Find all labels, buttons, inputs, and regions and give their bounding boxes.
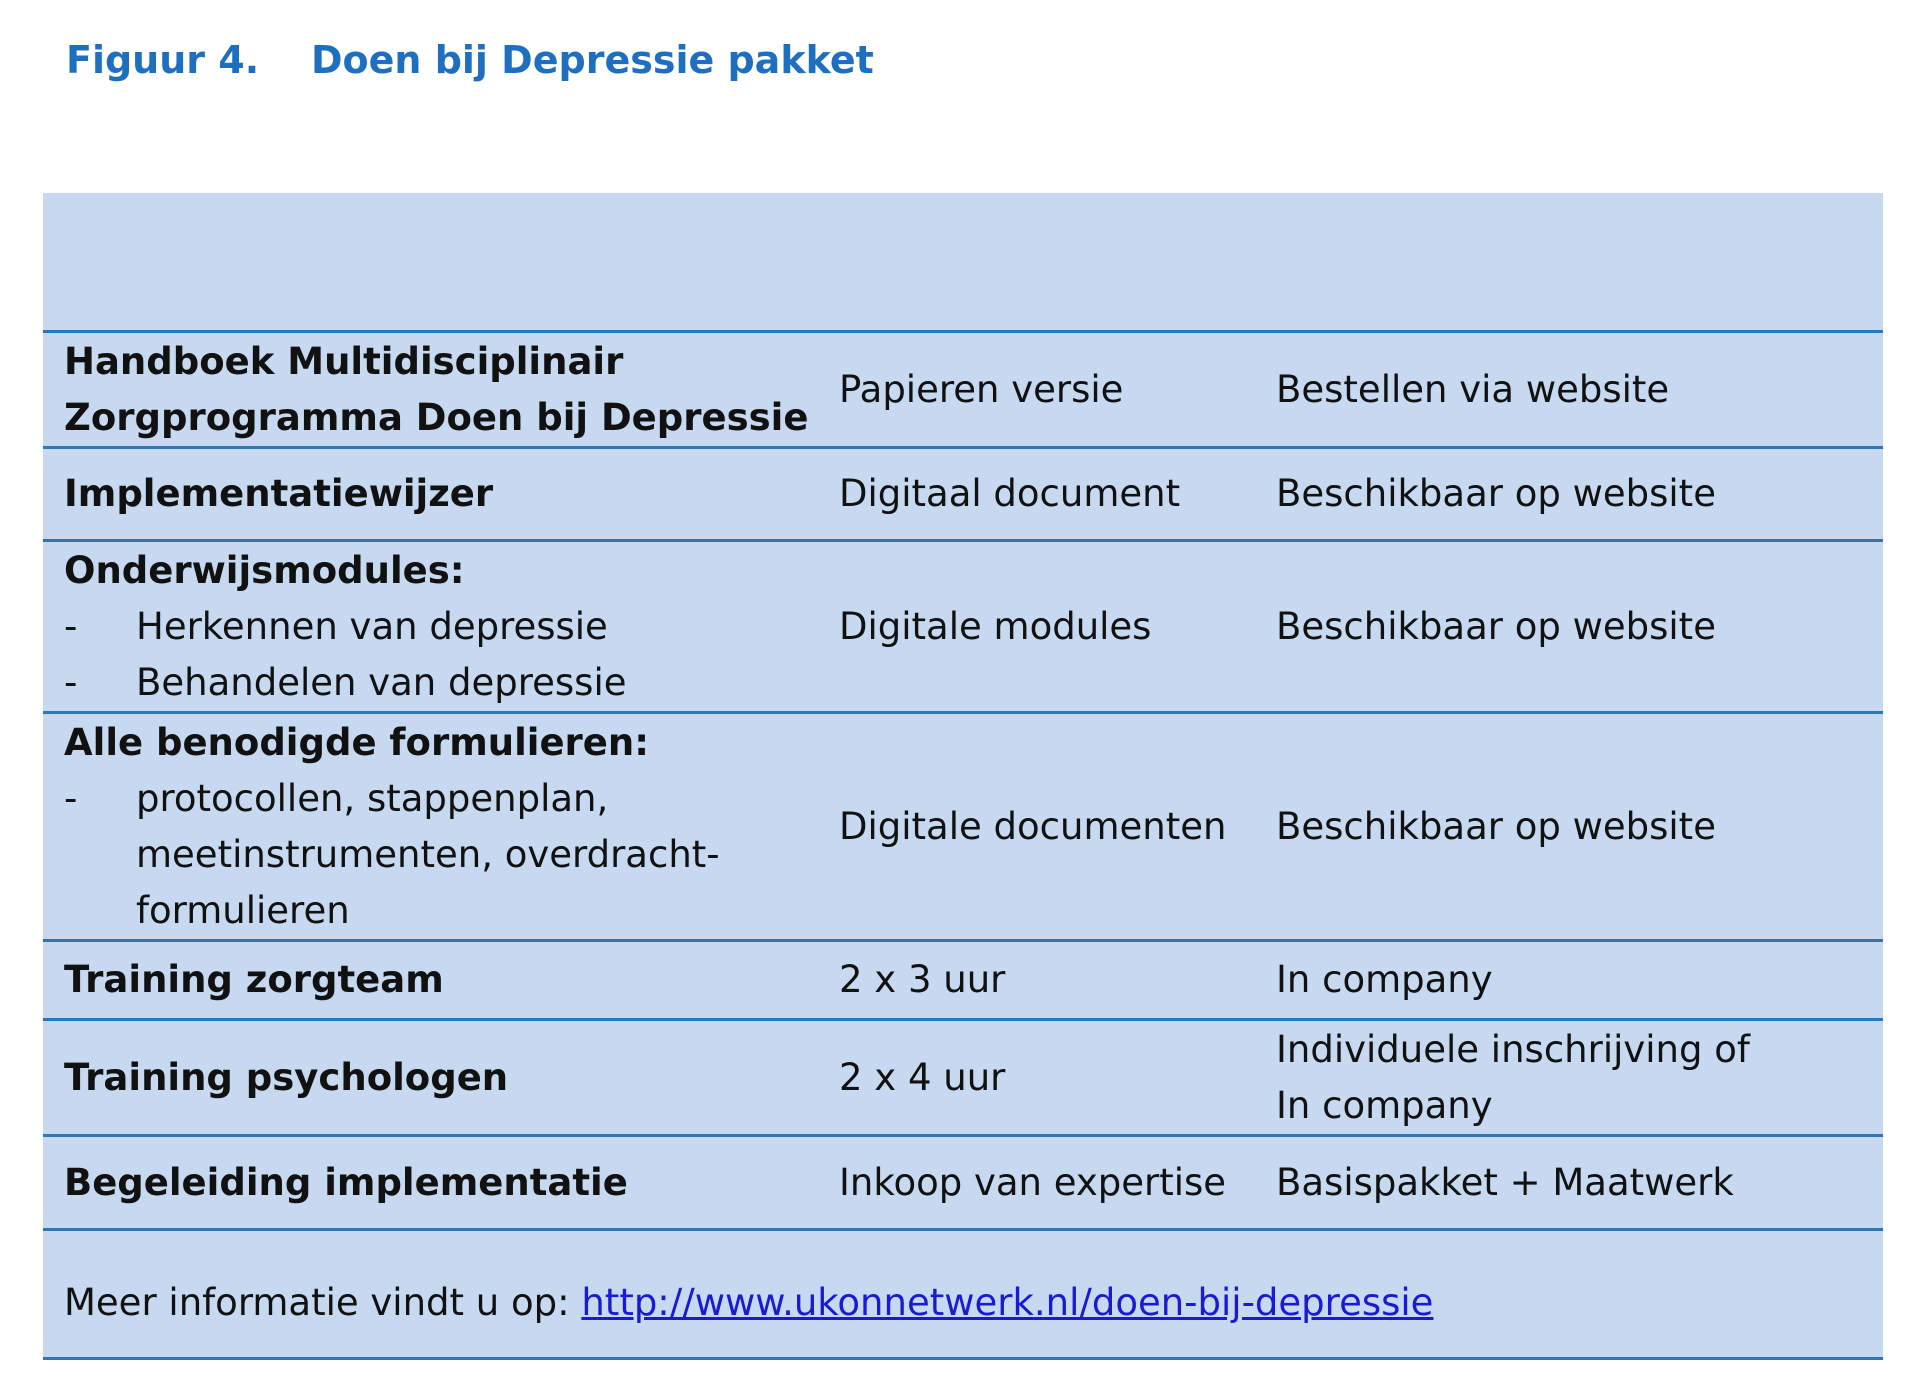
row-availability-text: In company (1276, 1083, 1493, 1127)
row-form (839, 449, 1259, 539)
table-row (43, 539, 1883, 711)
row-availability (1276, 449, 1876, 539)
row-title (64, 942, 824, 1018)
row-form-text: Digitale documenten (839, 804, 1227, 848)
table-row (43, 939, 1883, 1018)
package-table (43, 193, 1883, 1360)
row-availability (1276, 942, 1876, 1018)
row-form (839, 542, 1259, 711)
row-title (64, 1021, 824, 1134)
bullet-item (64, 655, 824, 711)
footer-prefix: Meer informatie vindt u op: (64, 1281, 582, 1324)
table-row (43, 446, 1883, 539)
row-availability (1276, 714, 1876, 939)
row-title-line: Onderwijsmodules: (64, 548, 465, 592)
footer-text (64, 1281, 1433, 1324)
row-availability (1276, 1021, 1876, 1134)
table-row (43, 711, 1883, 939)
figure-caption (66, 38, 874, 82)
row-form (839, 1137, 1259, 1228)
row-availability-text: Beschikbaar op website (1276, 604, 1716, 648)
row-title (64, 714, 824, 939)
bullet-item (64, 771, 824, 939)
table-row (43, 1018, 1883, 1134)
table-row (43, 1134, 1883, 1228)
row-title-line: Handboek Multidisciplinair (64, 339, 624, 383)
row-form-text: Papieren versie (839, 367, 1124, 411)
row-availability-text: Beschikbaar op website (1276, 472, 1716, 515)
row-title-line: Alle benodigde formulieren: (64, 720, 650, 764)
figure-label: Figuur 4. (66, 38, 260, 82)
row-form (839, 714, 1259, 939)
row-form (839, 942, 1259, 1018)
table-row (43, 330, 1883, 446)
row-form-text: Digitaal document (839, 472, 1181, 515)
bullet-text: Herkennen van depressie (136, 604, 608, 648)
row-availability (1276, 333, 1876, 446)
row-form (839, 1021, 1259, 1134)
row-title-line: Implementatiewijzer (64, 472, 494, 515)
row-title-line: Training zorgteam (64, 958, 444, 1001)
bullet-text: Behandelen van depressie (136, 660, 627, 704)
bullet-text: formulieren (136, 888, 350, 932)
row-availability-text: Beschikbaar op website (1276, 804, 1716, 848)
bullet-text: protocollen, stappenplan, (136, 776, 609, 820)
row-availability-text: Bestellen via website (1276, 367, 1670, 411)
row-availability (1276, 1137, 1876, 1228)
website-link[interactable]: http://www.ukonnetwerk.nl/doen-bij-depressie (581, 1281, 1434, 1324)
row-availability (1276, 542, 1876, 711)
row-availability-text: In company (1276, 958, 1493, 1001)
row-form-text: Digitale modules (839, 604, 1152, 648)
row-title (64, 333, 824, 446)
row-form-text: Inkoop van expertise (839, 1160, 1227, 1204)
bullet-text: meetinstrumenten, overdracht- (136, 832, 720, 876)
footer (43, 1228, 1883, 1360)
row-availability-text: Individuele inschrijving of (1276, 1027, 1750, 1071)
row-title (64, 449, 824, 539)
row-form (839, 333, 1259, 446)
row-title (64, 1137, 824, 1228)
bullet-item (64, 599, 824, 655)
bullet-dash: - (64, 604, 78, 648)
row-title-line: Begeleiding implementatie (64, 1160, 628, 1204)
figure-title: Doen bij Depressie pakket (311, 38, 874, 82)
row-title-line: Zorgprogramma Doen bij Depressie (64, 395, 809, 439)
row-form-text: 2 x 4 uur (839, 1055, 1006, 1099)
row-title (64, 542, 824, 711)
bullet-dash: - (64, 660, 78, 704)
row-form-text: 2 x 3 uur (839, 958, 1006, 1001)
row-availability-text: Basispakket + Maatwerk (1276, 1160, 1734, 1204)
row-title-line: Training psychologen (64, 1055, 509, 1099)
bullet-dash: - (64, 776, 78, 820)
